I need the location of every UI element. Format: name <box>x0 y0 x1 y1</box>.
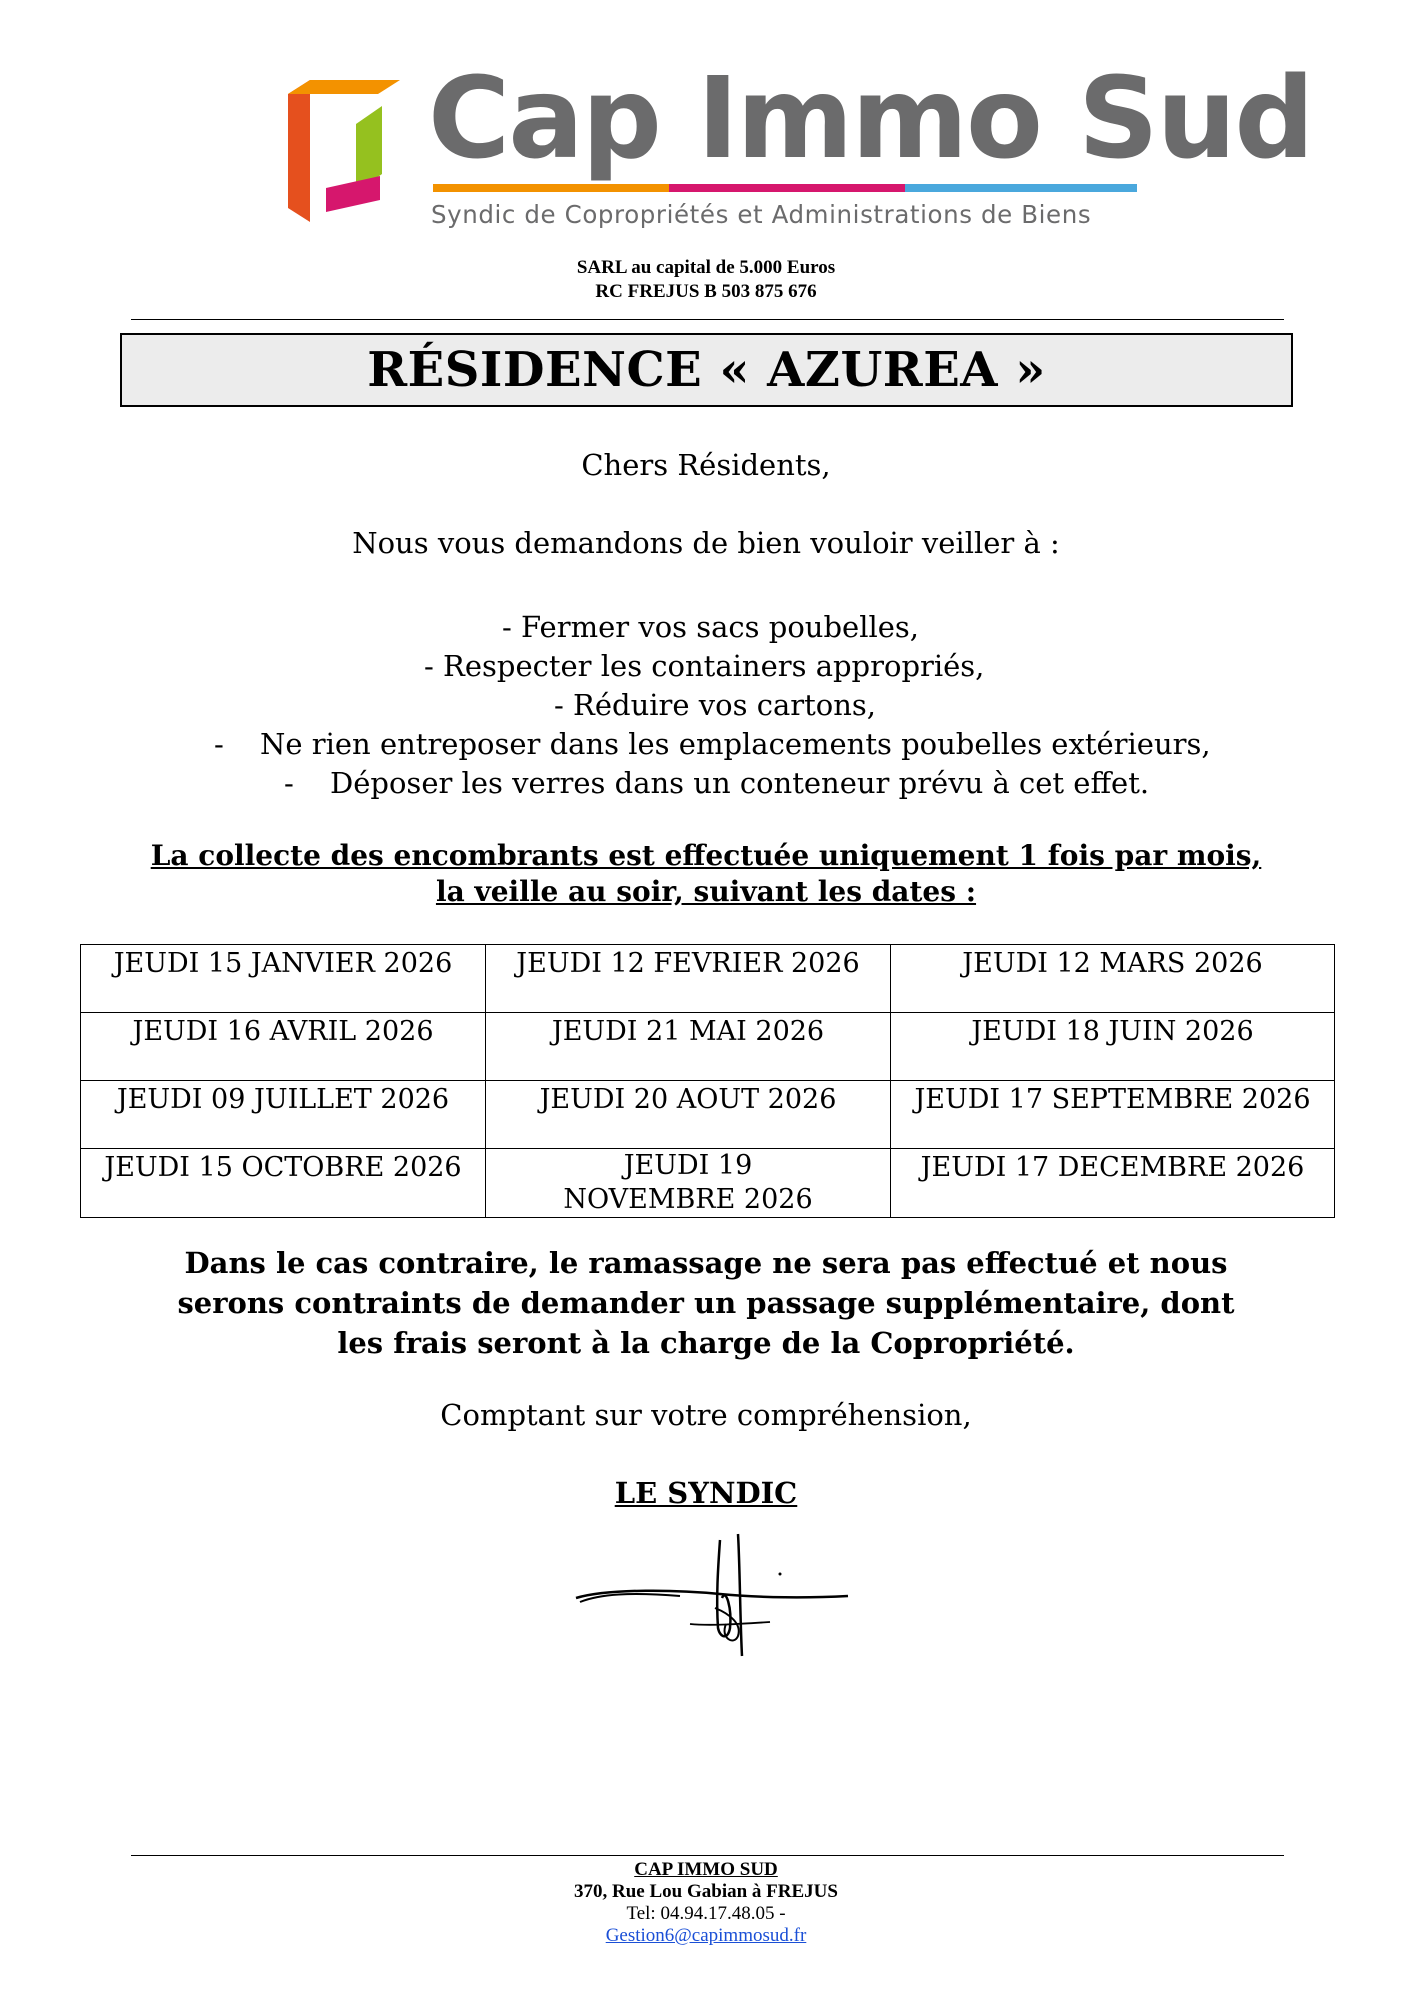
warning-line: Dans le cas contraire, le ramassage ne sera pas effectué et nous <box>184 1246 1228 1280</box>
list-item-text: Ne rien entreposer dans les emplacements poubelles extérieurs, <box>260 727 1211 761</box>
date-cell: JEUDI 21 MAI 2026 <box>486 1013 891 1081</box>
date-cell: JEUDI 19 NOVEMBRE 2026 <box>486 1149 891 1218</box>
page-title: RÉSIDENCE « AZUREA » <box>367 342 1046 398</box>
warning-line: serons contraints de demander un passage supplémentaire, dont <box>177 1286 1235 1320</box>
notice-line: la veille au soir, suivant les dates : <box>435 875 977 908</box>
list-item: - Fermer vos sacs poubelles, <box>502 610 920 644</box>
brand-color-bars <box>433 184 1137 192</box>
legal-capital: SARL au capital de 5.000 Euros <box>576 257 836 278</box>
table-row <box>81 1013 1335 1081</box>
date-cell: JEUDI 12 FEVRIER 2026 <box>486 945 891 1013</box>
date-cell: JEUDI 16 AVRIL 2026 <box>81 1013 486 1081</box>
intro-text: Nous vous demandons de bien vouloir veiller à : <box>352 526 1060 560</box>
list-dash: - <box>284 766 294 800</box>
date-cell: JEUDI 09 JUILLET 2026 <box>81 1081 486 1149</box>
date-cell: JEUDI 18 JUIN 2026 <box>891 1013 1335 1081</box>
list-item <box>214 725 1211 764</box>
list-item <box>284 764 1149 803</box>
table-row <box>81 1149 1335 1218</box>
list-dash: - <box>214 727 224 761</box>
cap-immo-sud-logo-icon <box>280 72 420 232</box>
signature-image <box>570 1528 850 1658</box>
footer-company: CAP IMMO SUD <box>634 1859 778 1880</box>
notice-line: La collecte des encombrants est effectuée uniquement 1 fois par mois, <box>150 839 1262 872</box>
greeting: Chers Résidents, <box>581 448 831 482</box>
header-divider <box>131 319 1284 320</box>
date-cell: JEUDI 20 AOUT 2026 <box>486 1081 891 1149</box>
collection-dates-table <box>80 944 1335 1218</box>
list-item: - Respecter les containers appropriés, <box>424 649 985 683</box>
table-row <box>81 1081 1335 1149</box>
warning-line: les frais seront à la charge de la Copropriété. <box>337 1326 1075 1360</box>
footer <box>0 1859 1412 1947</box>
title-banner <box>120 333 1293 407</box>
list-item: - Réduire vos cartons, <box>554 688 877 722</box>
legal-registration: RC FREJUS B 503 875 676 <box>595 281 817 302</box>
signoff: LE SYNDIC <box>614 1476 798 1510</box>
footer-divider <box>131 1855 1284 1856</box>
brand-name: Cap Immo Sud <box>428 54 1313 184</box>
date-cell: JEUDI 12 MARS 2026 <box>891 945 1335 1013</box>
date-cell: JEUDI 17 DECEMBRE 2026 <box>891 1149 1335 1218</box>
company-logo <box>280 54 1313 242</box>
collection-notice <box>0 838 1412 910</box>
footer-email-link[interactable]: Gestion6@capimmosud.fr <box>605 1925 807 1946</box>
closing-text: Comptant sur votre compréhension, <box>440 1398 972 1432</box>
footer-phone: Tel: 04.94.17.48.05 - <box>626 1903 786 1924</box>
warning-text <box>0 1243 1412 1363</box>
date-cell: JEUDI 15 OCTOBRE 2026 <box>81 1149 486 1218</box>
list-item-text: Déposer les verres dans un conteneur prévu à cet effet. <box>330 766 1150 800</box>
table-row <box>81 945 1335 1013</box>
date-cell: JEUDI 17 SEPTEMBRE 2026 <box>891 1081 1335 1149</box>
legal-info <box>0 256 1412 304</box>
brand-tagline: Syndic de Copropriétés et Administrations de Biens <box>431 200 1092 229</box>
footer-address: 370, Rue Lou Gabian à FREJUS <box>574 1881 838 1902</box>
date-cell: JEUDI 15 JANVIER 2026 <box>81 945 486 1013</box>
